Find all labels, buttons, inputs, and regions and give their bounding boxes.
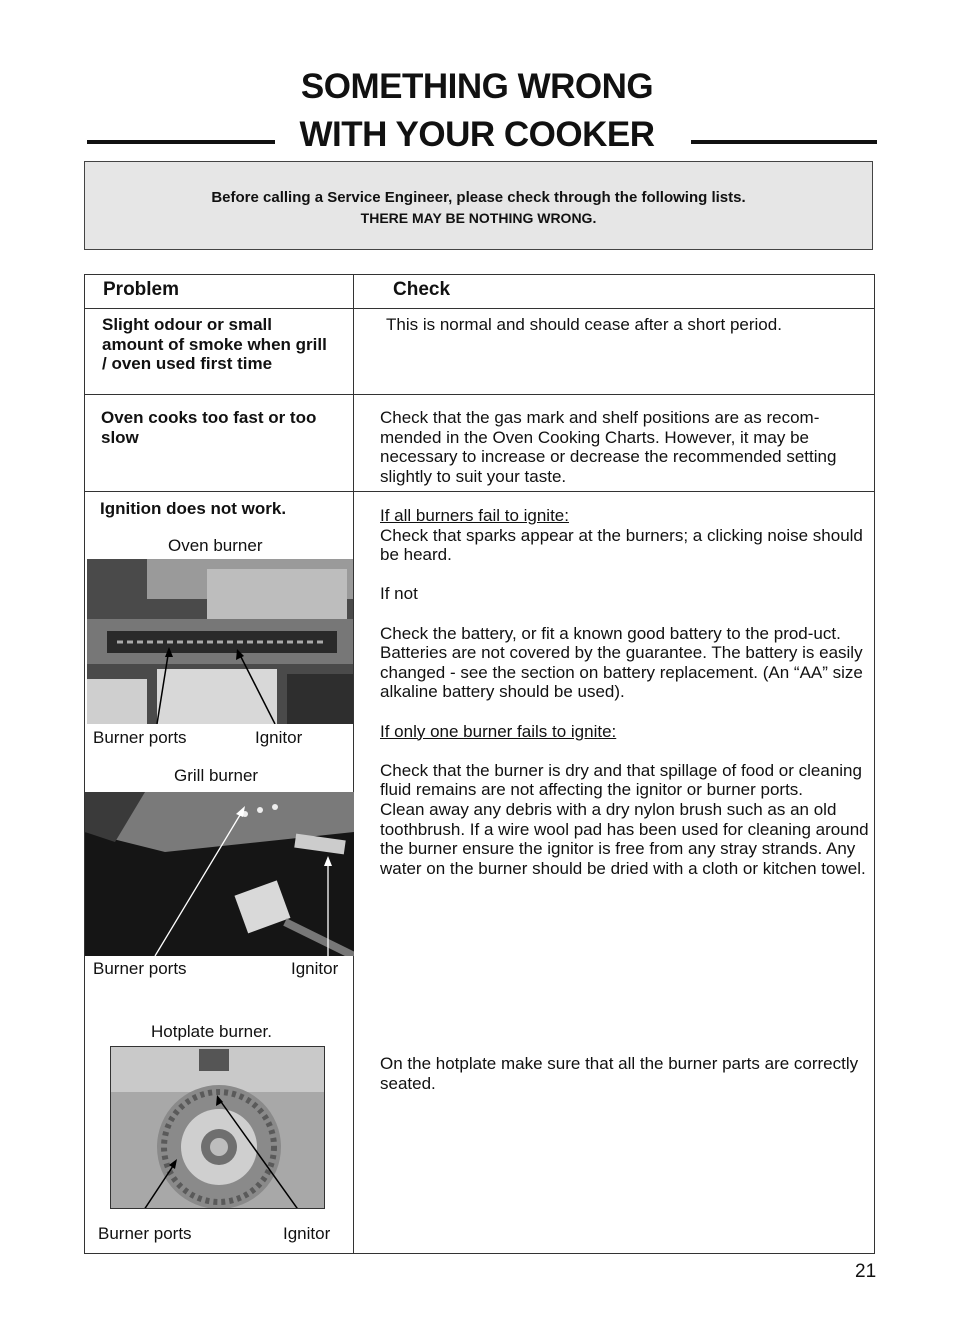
column-divider (353, 274, 354, 1254)
hotplate-burner-ports-label: Burner ports (98, 1224, 192, 1243)
check-all-text: Check that sparks appear at the burners; a clicking noise should be heard. (380, 525, 863, 565)
intro-line-1: Before calling a Service Engineer, please check through the following lists. (211, 189, 746, 206)
header-problem: Problem (103, 279, 180, 300)
row-2-problem: Oven cooks too fast or too slow (101, 408, 317, 447)
intro-line-2: THERE MAY BE NOTHING WRONG. (360, 210, 597, 226)
row-divider-2 (84, 491, 875, 492)
row-3-problem: Ignition does not work. (100, 499, 287, 518)
grill-burner-photo (85, 792, 354, 956)
header-check: Check (393, 279, 451, 300)
row-1-check: This is normal and should cease after a short period. (386, 315, 782, 334)
hotplate-burner-caption: Hotplate burner. (151, 1022, 272, 1041)
intro-box (84, 161, 873, 250)
check-one-text-2: Clean away any debris with a dry nylon brush such as an old toothbrush. If a wire wool pad has been used for cleaning around the burner ensure the ignitor is free from any stray strands. Any water on the burner should be dried with a cloth or kitchen towel. (380, 799, 869, 878)
oven-ignitor-label: Ignitor (255, 728, 303, 747)
header-divider (84, 308, 875, 309)
row-2-check: Check that the gas mark and shelf positions are as recom-mended in the Oven Cooking Charts. However, it may be necessary to increase or decrease the recommended setting slightly to suit your taste. (380, 408, 837, 486)
check-one-heading: If only one burner fails to ignite: (380, 721, 617, 741)
grill-burner-caption: Grill burner (174, 766, 259, 785)
check-battery: Check the battery, or fit a known good battery to the prod-uct. Batteries are not covered by the guarantee. The battery is easily changed - see the section on battery replacement. (An “AA” size alkaline battery should be used). (380, 623, 863, 702)
row-1-problem: Slight odour or small amount of smoke when grill / oven used first time (102, 315, 327, 374)
page-number: 21 (855, 1261, 877, 1282)
row-3-check (380, 506, 870, 878)
hotplate-ignitor-label: Ignitor (283, 1224, 331, 1243)
check-all-heading: If all burners fail to ignite: (380, 506, 569, 525)
check-one-text-1: Check that the burner is dry and that spillage of food or cleaning fluid remains are not affecting the ignitor or burner ports. (380, 760, 862, 800)
page-title-line-2: WITH YOUR COOKER (299, 115, 655, 154)
title-rule-left (87, 140, 275, 144)
oven-burner-photo (87, 559, 353, 724)
page-title-line-1: SOMETHING WRONG (300, 67, 654, 106)
title-rule-right (691, 140, 877, 144)
check-if-not: If not (380, 584, 418, 604)
row-divider-1 (84, 394, 875, 395)
oven-burner-ports-label: Burner ports (93, 728, 187, 747)
check-hotplate: On the hotplate make sure that all the burner parts are correctly seated. (380, 1054, 859, 1093)
oven-burner-caption: Oven burner (168, 536, 263, 555)
hotplate-burner-photo (110, 1046, 325, 1209)
grill-burner-ports-label: Burner ports (93, 959, 187, 978)
grill-ignitor-label: Ignitor (291, 959, 339, 978)
